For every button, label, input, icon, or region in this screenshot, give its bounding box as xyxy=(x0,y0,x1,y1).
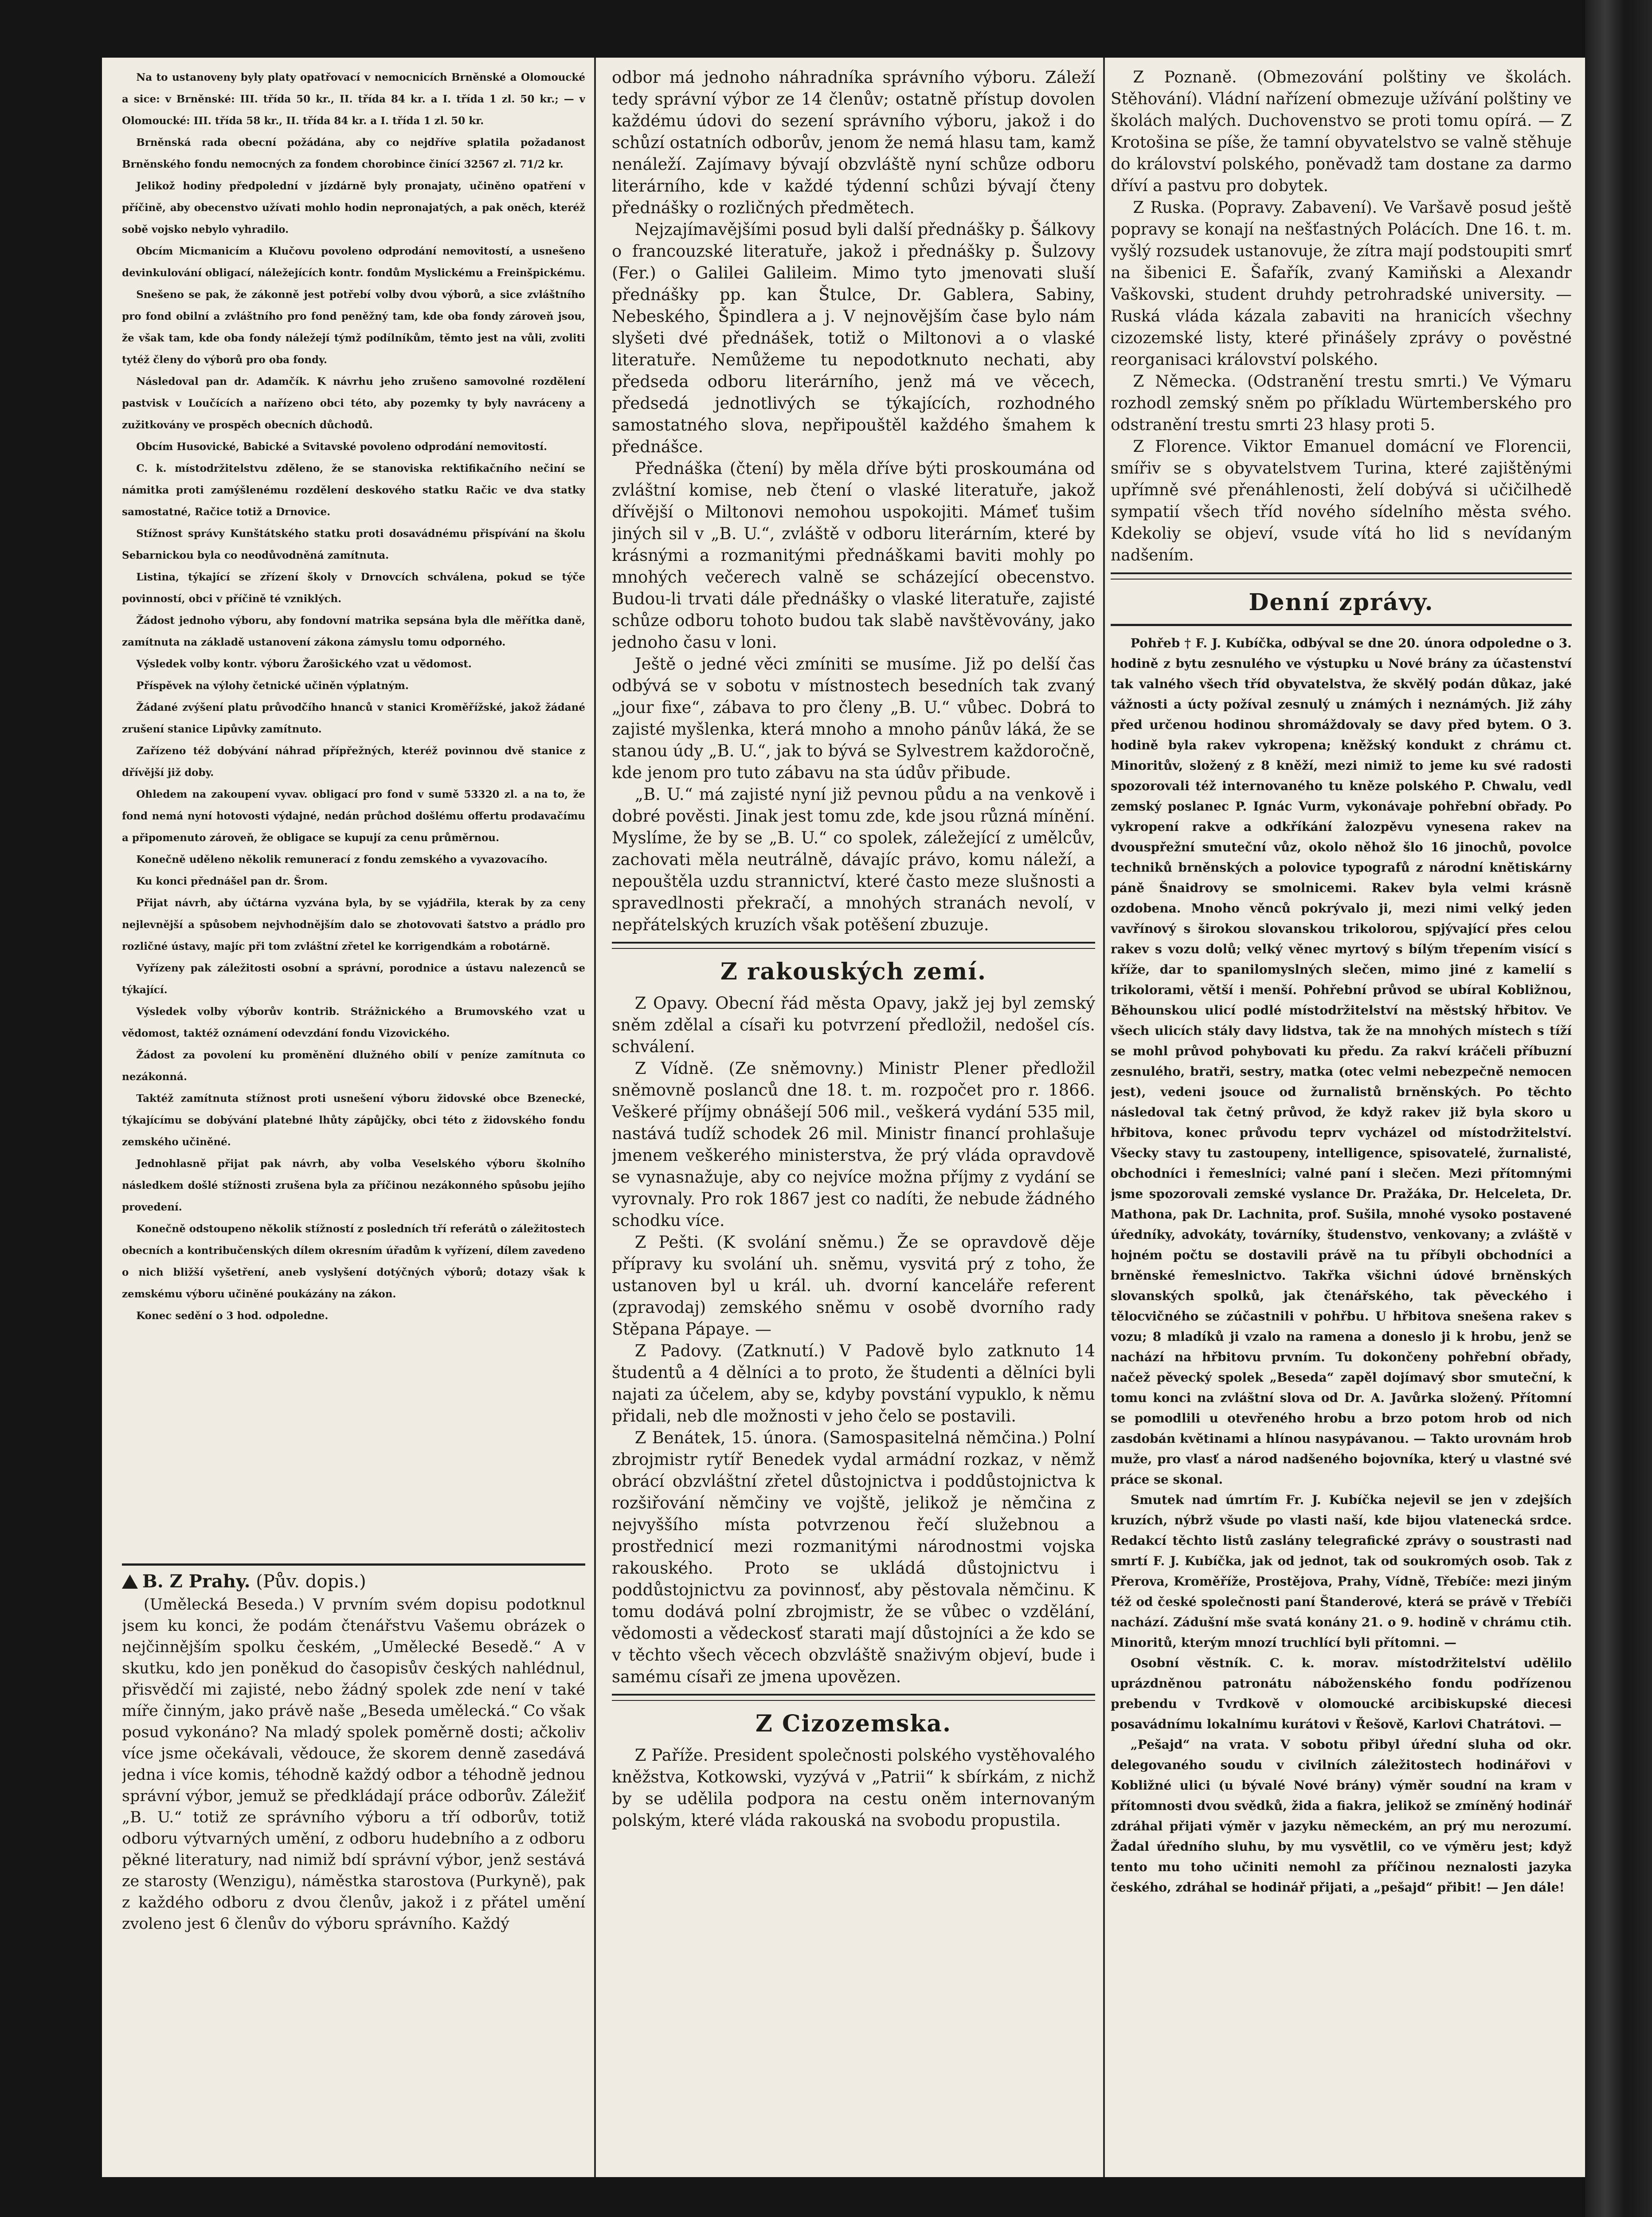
column-1 xyxy=(122,67,585,2168)
paragraph: Žádost za povolení ku proměnění dlužného obilí v peníze zamítnuta co nezákonná. xyxy=(122,1049,585,1083)
paragraph: Smutek nad úmrtím Fr. J. Kubíčka nejevil se jen v zdejších kruzích, nýbrž všude po vlasti naší, kde bijou vlatenecká srdce. Redakcí těchto listů zaslány telegrafické zprávy o soustrasti nad smrtí F. J. Kubíčka, jak od jednot, tak od soukromých osob. Tak z Přerova, Kroměříže, Prostějova, Prahy, Vídně, Třebíče: mezi jiným též od české společnosti paní Štanderové, která se právě v Třebíči nachází. Zádušní mše svatá konány 21. o 9. hodině v chrámu ctih. Minoritů, kterým mnozí truchlící byli přítomni. — xyxy=(1111,1492,1572,1650)
column-rule-2 xyxy=(1103,58,1105,2177)
paragraph: Ohledem na zakoupení vyvav. obligací pro fond v sumě 53320 zl. a na to, že fond nemá nyní hotovosti výdajné, nedán průchod došlému offertu prodavačímu a připomenuto zároveň, že obligace se kupují za cenu průměrnou. xyxy=(122,788,585,844)
paragraph: Z Benátek, 15. února. (Samospasitelná němčina.) Polní zbrojmistr rytíř Benedek vydal armádní rozkaz, v němž obrácí obzvláštní zřetel důstojnictva i poddůstojnictva k rozšiřování němčiny ve vojště, jelikož je němčina z nejvyššího místa potvrzenou řečí služebnou a prostřednicí mezi rozmanitými národnostmi vojska rakouského. Proto se ukládá důstojnictvu i poddůstojnictvu za povinnosť, aby pěstovala němčinu. K tomu dodává polní zbrojmistr, že se vůbec o vzdělání, vědomosti a vědeckosť starati mají důstojníci a že kdo se v těchto všech věcech obzvláště snaživým objeví, bude i samému císaři ze jmena upovězen. xyxy=(612,1428,1095,1686)
paragraph: Výsledek volby výborův kontrib. Strážnického a Brumovského vzat u vědomost, taktéž oznámení odevzdání fondu Vizovického. xyxy=(122,1006,585,1039)
prague-heading xyxy=(122,1571,585,1592)
paragraph: Z Pešti. (K svolání sněmu.) Že se opravdově děje přípravy ku svolání uh. sněmu, vysvitá prý z toho, že ustanoven byl u král. uh. dvorní kanceláře referent (zpravodaj) zemského sněmu v osobě dvorního rady Stěpana Pápaye. — xyxy=(612,1233,1095,1339)
column-3 xyxy=(1111,67,1572,2168)
paragraph: Ještě o jedné věci zmíniti se musíme. Již po delší čas odbývá se v sobotu v místnostech besedních tak zvaný „jour fixe“, zábava to pro členy „B. U.“ vůbec. Dobrá to zajisté myšlenka, která mnoho a mnoho pánův láká, že se stanou údy „B. U.“, jak to bývá se Sylvestrem každoročně, kde jenom pro tuto zábavu na sta údův přibude. xyxy=(612,654,1095,782)
paragraph: Příspěvek na výlohy četnické učiněn výplatným. xyxy=(136,680,409,692)
scanner-edge xyxy=(1585,0,1652,2217)
paragraph: Žádost jednoho výboru, aby fondovní matrika sepsána byla dle měřítka daně, zamítnuta na základě ustanovení zákona zámyslu tomu odporného. xyxy=(122,615,585,648)
paragraph: Konečně odstoupeno několik stížností z posledních tří referátů o záležitostech obecních a kontribučenských dílem okresním úřadům k vyřízení, dílem zavedeno o nich bližší vyšetření, aneb vyslyšení dotýčných výborů; dotazy však k zemskému výboru učiněné poukázány na zákon. xyxy=(122,1223,585,1300)
paragraph: Jelikož hodiny předpolední v jízdárně byly pronajaty, učiněno opatření v příčině, aby obecenstvo užívati mohlo hodin nepronajatých, a pak oněch, kteréž sobě vojsko nebylo vyhradilo. xyxy=(122,180,585,235)
paragraph: odbor má jednoho náhradníka správního výboru. Záleží tedy správní výbor ze 14 členův; ostatně přístup dovolen každému údovi do sezení správního výboru, jakož i do schůzí ostatních odborův, jenom že nemá hlasu tam, kamž nenáleží. Zajímavy bývají obzvláště nyní schůze odboru literárního, kde v každé týdenní schůzi bývají čteny přednášky o rozličných předmětech. xyxy=(612,68,1095,217)
paragraph: Pohřeb † F. J. Kubíčka, odbýval se dne 20. února odpoledne o 3. hodině z bytu zesnulého ve výstupku u Nové brány za účastenství tak valného všech tříd obyvatelstva, že skvělý podán důkaz, jaké vážnosti a úcty požíval zesnulý u známých i neznámých. Již záhy před určenou hodinou shromáždovaly se davy před bytem. O 3. hodině byla rakev vykropena; kněžský kondukt z chrámu ct. Minoritův, složený z 8 kněží, mezi nimiž to jeme ku své radosti spozorovali též internovaného tu kněze polského P. Chwalu, vedl zemský poslanec P. Ignác Vurm, vykonávaje pohřební obřady. Po vykropení rakve a odkříkání žalozpěvu vynesena rakev na dvouspřežní smuteční vůz, okolo něhož šlo 16 jinochů, povolce techniků brněnských a polovice typografů z národní knětiskárny páně Šnaidrovy se smolnicemi. Rakev byla velmi krásně ozdobena. Mnoho věnců pokrývalo ji, mezi nimi velký jeden vavřínový s širokou slovanskou trikolorou, spjývající přes celou rakev s vozu dolů; velký věnec myrtový s bílým třepením visící s kříže, dar to spanilomyslných slečen, mimo jiné z kamelií s trikolorami, větší i menší. Pohřební průvod se ubíral Kobližnou, Běhounskou ulicí podlé místodržitelství na městský hřbitov. Ve všech ulicích stály davy lidstva, tak že na mnohých místech s tíží se mohl průvod pohybovati ku předu. Za rakví kráčeli příbuzní zesnulého, bratři, sestry, matka (otec velmi nebezpečně nemocen jest), vedeni jsouce od žurnalistů brněnských. Po těchto následoval tak četný průvod, že když rakev již byla skoro u hřbitova, konec průvodu teprv vycházel od místodržitelství. Všecky stavy tu zastoupeny, intelligence, spisovatelé, žurnalisté, obchodníci i řemeslníci; valné paní i slečen. Mezi přítomnými jsme spozorovali zemské vyslance Dr. Pražáka, Dr. Helceleta, Dr. Mathona, pak Dr. Lachnita, prof. Sušila, mnohé vysoko postavené úředníky, advokáty, továrníky, študenstvo, venkovany; a zvláště v hojném počtu se dostavili právě na tu příbyli obchodníci a brněnské řemeslnictvo. Takřka všichni údové brněnských slovanských spolků, jak čtenářského, tak pěveckého i tělocvičného se zúčastnili v pohřbu. U hřbitova snešena rakev s vozu; 8 mladíků ji vzalo na ramena a doneslo ji k hrobu, jenž se nachází na hřbitovu prvním. Tu dokončeny pohřební obřady, načež pěvecký spolek „Beseda“ zapěl dojímavý sbor smuteční, k tomu konci na zvláštní slova od Dr. A. Javůrka složený. Přítomní se pomodlili u otevřeného hrobu a brzo potom hrob od nich zasdobán květinami a hlínou nasypávanou. — Takto urovnám hrob muže, pro vlasť a národ nadšeného bojovníka, který u vlastné své práce se skonal. xyxy=(1111,636,1572,1487)
column-rule-1 xyxy=(594,58,596,2177)
section-heading-abroad: Z Cizozemska. xyxy=(755,1710,952,1737)
paragraph: Ku konci přednášel pan dr. Šrom. xyxy=(136,875,328,887)
paragraph: Žádané zvýšení platu průvodčího hnanců v stanici Kroměřížské, jakož žádané zrušení stanice Lipůvky zamítnuto. xyxy=(122,701,585,735)
paragraph: Výsledek volby kontr. výboru Žarošického vzat u vědomost. xyxy=(136,658,472,670)
prague-heading-title: B. Z Prahy. xyxy=(142,1571,251,1592)
paragraph: Konečně uděleno několik remunerací z fondu zemského a vyvazovacího. xyxy=(136,854,548,866)
daily-news-body xyxy=(1111,633,1572,1898)
paragraph: C. k. místodržitelstvu zděleno, že se stanoviska rektifikačního nečiní se námitka proti zamýšlenému rozdělení deskového statku Račic ve dva statky samostatné, Račice totiž a Drnovice. xyxy=(122,462,585,518)
prague-report xyxy=(122,1571,585,1935)
divider xyxy=(122,1563,585,1566)
paragraph: Listina, týkající se zřízení školy v Drnovcích schválena, pokud se týče povinností, obci v příčině té vzniklých. xyxy=(122,571,585,605)
paragraph: Na to ustanoveny byly platy opatřovací v nemocnicích Brněnské a Olomoucké a sice: v Brněnské: III. třída 50 kr., II. třída 84 kr. a I. třída 1 zl. 50 kr.; — v Olomoucké: III. třída 58 kr., II. třída 84 kr. a I. třída 1 zl. 50 kr. xyxy=(122,71,585,127)
paragraph: (Umělecká Beseda.) V prvním svém dopisu podotknul jsem ku konci, že podám čtenářstvu Vašemu obrázek o nejčinnějším spolku českém, „Umělecké Besedě.“ A v skutku, kdo jen poněkud do časopisův českých nahlédnul, přisvědčí mi zajisté, nebo žádný spolek zde není v také míře činným, jako právě naše „Beseda umělecká.“ Co však posud vykonáno? Na mladý spolek poměrně dosti; ačkoliv více jsme očekávali, vědouce, že skorem denně zasedává jedna i více komis, téhodně každý odbor a téhodně jednou správní výbor, jemuž se předkládají práce odborův. Záležiť „B. U.“ totiž ze správního výboru a tří odborův, totiž odboru výtvarných umění, z odboru hudebního a z odboru pěkné literatury, nad nimiž bdí správní výbor, jenž sestává ze starosty (Wenzigu), náměstka starostova (Purkyně), pak z každého odboru z dvou členův, jakož i z přátel umění zvoleno jest 6 členův do výboru správního. Každý xyxy=(122,1596,585,1933)
paragraph: Z Padovy. (Zatknutí.) V Padově bylo zatknuto 14 študentů a 4 dělníci a to proto, že študenti a dělníci byli najati za účelem, aby se, kdyby povstání vypuklo, k němu přidali, neb dle možnosti v jeho čelo se postavili. xyxy=(612,1341,1095,1426)
paragraph: Snešeno se pak, že zákonně jest potřebí volby dvou výborů, a sice zvláštního pro fond obilní a zvláštního pro fond peněžný tam, kde oba fondy zároveň jsou, že však tam, kde oba fondy náležejí týmž podílníkům, těmto jest na vůli, zvoliti tytéž členy do výborů pro oba fondy. xyxy=(122,289,585,366)
paragraph: Konec sedění o 3 hod. odpoledne. xyxy=(136,1310,329,1322)
paragraph: Zařízeno též dobývání náhrad přípřežných, kteréž povinnou dvě stanice z dřívější již doby. xyxy=(122,745,585,779)
paragraph: Z Německa. (Odstranění trestu smrti.) Ve Výmaru rozhodl zemský sněm po příkladu Würtemberského pro odstranění trestu smrti 23 hlasy proti 5. xyxy=(1111,372,1572,434)
paragraph: „B. U.“ má zajisté nyní již pevnou půdu a na venkově i dobré pověsti. Jinak jest tomu zde, kde jsou různá mínění. Myslíme, že by se „B. U.“ co spolek, záležející z umělcův, zachovati měla neutrálně, dávajíc právo, komu náleží, a nepouštěla uzdu strannictví, které často meze slušnosti a spravedlnosti překračí, a mnohých stranách nevolí, v nepřátelských kruzích však potěšení zbuzuje. xyxy=(612,785,1095,934)
prague-heading-tag: (Pův. dopis.) xyxy=(256,1571,366,1592)
paragraph: Jednohlasně přijat pak návrh, aby volba Veselského výboru školního následkem došlé stížnosti zrušena byla za příčinou nezákonného spůsobu jejího provedení. xyxy=(122,1158,585,1213)
section-heading-daily-news: Denní zprávy. xyxy=(1249,589,1434,616)
paragraph: Vyřízeny pak záležitosti osobní a správní, porodnice a ústavu nalezenců se týkající. xyxy=(122,962,585,996)
paragraph: Z Vídně. (Ze sněmovny.) Ministr Plener předložil sněmovně poslanců dne 18. t. m. rozpočet pro r. 1866. Veškeré příjmy obnášejí 506 mil., veškerá vydání 535 mil, nastává tudíž schodek 26 mil. Ministr financí prohlašuje jmenem veškerého ministerstva, že prý vláda opravdově se vynasnažuje, aby co nejvíce možna příjmy z vydání se vyrovnaly. Pro rok 1867 jest co nadíti, že nebude žádného schodku více. xyxy=(612,1059,1095,1230)
divider xyxy=(612,1694,1095,1701)
paragraph: Přijat návrh, aby účtárna vyzvána byla, by se vyjádřila, kterak by za ceny nejlevnější a spůsobem nejvhodnějším dalo se zhotovovati šatstvo a prádlo pro rozličné ústavy, majíc při tom zvláštní zřetel ke korrigendkám a robotárně. xyxy=(122,897,585,952)
paragraph: Taktéž zamítnuta stížnost proti usnešení výboru židovské obce Bzenecké, týkajícímu se dobývání platebné lhůty zápůjčky, obci této z židovského fondu zemského učiněné. xyxy=(122,1093,585,1148)
paragraph: Brněnská rada obecní požádána, aby co nejdříve splatila požadanost Brněnského fondu nemocných za fondem chorobince činící 32567 zl. 71/2 kr. xyxy=(122,137,585,170)
section-heading-austrian-lands: Z rakouských zemí. xyxy=(720,958,987,985)
divider xyxy=(1111,572,1572,580)
paragraph: Obcím Husovické, Babické a Svitavské povoleno odprodání nemovitostí. xyxy=(136,441,548,453)
paragraph: Obcím Micmanicím a Klučovu povoleno odprodání nemovitostí, a usnešeno devinkulování obligací, náležejících kontr. fondům Myslickému a Freinšpickému. xyxy=(122,245,585,279)
paragraph: Z Paříže. President společnosti polského vystěhovalého kněžstva, Kotkowski, vyzývá v „Patrii“ k sbírkám, z nichž by se udělila podpora na cestu oněm internovaným polským, které vláda rakouská na svobodu propustila. xyxy=(612,1746,1095,1830)
paragraph: Nejzajímavějšími posud byli další přednášky p. Šálkovy o francouzské literatuře, jakož i přednášky p. Šulzovy (Fer.) o Galilei Galileim. Mimo tyto jmenovati sluší přednášky pp. kan Štulce, Dr. Gablera, Sabiny, Nebeského, Špindlera a j. V nejnovějším čase bylo nám slyšeti dvé přednášek, totiž o Miltonovi a o vlaské literatuře. Nemůžeme tu nepodotknuto nechati, aby předseda odboru literárního, jenž má ve věcech, předsedá jednotlivých se týkajících, rozhodného samostatného slova, nepřipouštěl každého šmahem k přednášce. xyxy=(612,220,1095,456)
triangle-icon xyxy=(122,1575,138,1589)
column-2 xyxy=(612,67,1095,2168)
divider xyxy=(1111,624,1572,626)
paragraph: Stížnost správy Kunštátského statku proti dosavádnému přispívání na školu Sebarnickou byla co neodůvodněná zamítnuta. xyxy=(122,528,585,561)
paragraph: Z Opavy. Obecní řád města Opavy, jakž jej byl zemský sněm zdělal a císaři ku potvrzení předložil, nedošel cís. schválení. xyxy=(612,994,1095,1056)
paragraph: Přednáška (čtení) by měla dříve býti proskoumána od zvláštní komise, neb čtení o vlaské literatuře, jakož dřívější o Miltonovi nemohou uspokojiti. Mámeť tušim jiných sil v „B. U.“, zvláště v odboru literárním, které by krásnými a rozmanitými přednáškami baviti mohly po mnohých večerech valně se scházející obecenstvo. Budou-li trvati dále přednášky o vlaské literatuře, zajisté schůze odboru tohoto budou tak slabě navštěvovány, jako jednoho času v loni. xyxy=(612,459,1095,652)
paragraph: Z Florence. Viktor Emanuel domácní ve Florencii, smířiv se s obyvatelstvem Turina, které zajištěnými upřímně své přenáhlenosti, želí dobývá si učičilhedě sympatií všech tříd nového sídelního města svého. Kdekoliy se objeví, vsude vítá ho lid s nevídaným nadšením. xyxy=(1111,438,1572,564)
newspaper-sheet xyxy=(102,58,1585,2177)
paragraph: Následoval pan dr. Adamčík. K návrhu jeho zrušeno samovolné rozdělení pastvisk v Loučících a nařízeno obci této, aby pozemky ty byly navráceny a zužitkovány ve prospěch obecních důchodů. xyxy=(122,376,585,431)
paragraph: Z Poznaně. (Obmezování polštiny ve školách. Stěhování). Vládní nařízení obmezuje užívání polštiny ve školách malých. Duchovenstvo se proti tomu opírá. — Z Krotošina se píše, že tamní obyvatelstvo se valně stěhuje do království polského, poněvadž tam dostane za darmo dříví a pastvu pro dobytek. xyxy=(1111,68,1572,195)
paragraph: „Pešajd“ na vrata. V sobotu přibyl úřední sluha od okr. delegovaného soudu v civilních záležitostech hodinářovi v Kobližné ulici (u bývalé Nové brány) výměr soudní na kram v přítomnosti dvou svědků, žida a fiakra, jelikož se zmíněný hodinář zdráhal přijati výměr v jazyku německém, an prý mu nerozumí. Žadal úředního sluhu, by mu vysvětlil, co ve výměru jest; když tento mu toho učiniti nemohl za příčinou neznalosti jazyka českého, zdráhal se hodinář přijati, a „pešajd“ přibit! — Jen dále! xyxy=(1111,1737,1572,1895)
diet-proceedings-report xyxy=(122,67,585,1556)
paragraph: Z Ruska. (Popravy. Zabavení). Ve Varšavě posud ještě popravy se konají na nešťastných Polácích. Dne 16. t. m. vyšlý rozsudek ustanovuje, že zítra mají podstoupiti smrť na šibenici E. Šafařík, zvaný Kamiňski a Alexandr Vaškovski, student druhdy petrohradské university. — Ruská vláda kázala zabaviti na hranicích všechny cizozemské listy, které přinášely zprávy o pověstné reorganisaci království polského. xyxy=(1111,199,1572,369)
paragraph: Osobní věstník. C. k. morav. místodržitelství udělilo uprázdněnou patronátu náboženského fondu podřízenou prebendu v Tvrdkově v olomoucké arcibiskupské diecesi posavádnímu lokalnímu kurátovi v Řešově, Karlovi Chatrátovi. — xyxy=(1111,1656,1572,1731)
divider xyxy=(612,942,1095,949)
